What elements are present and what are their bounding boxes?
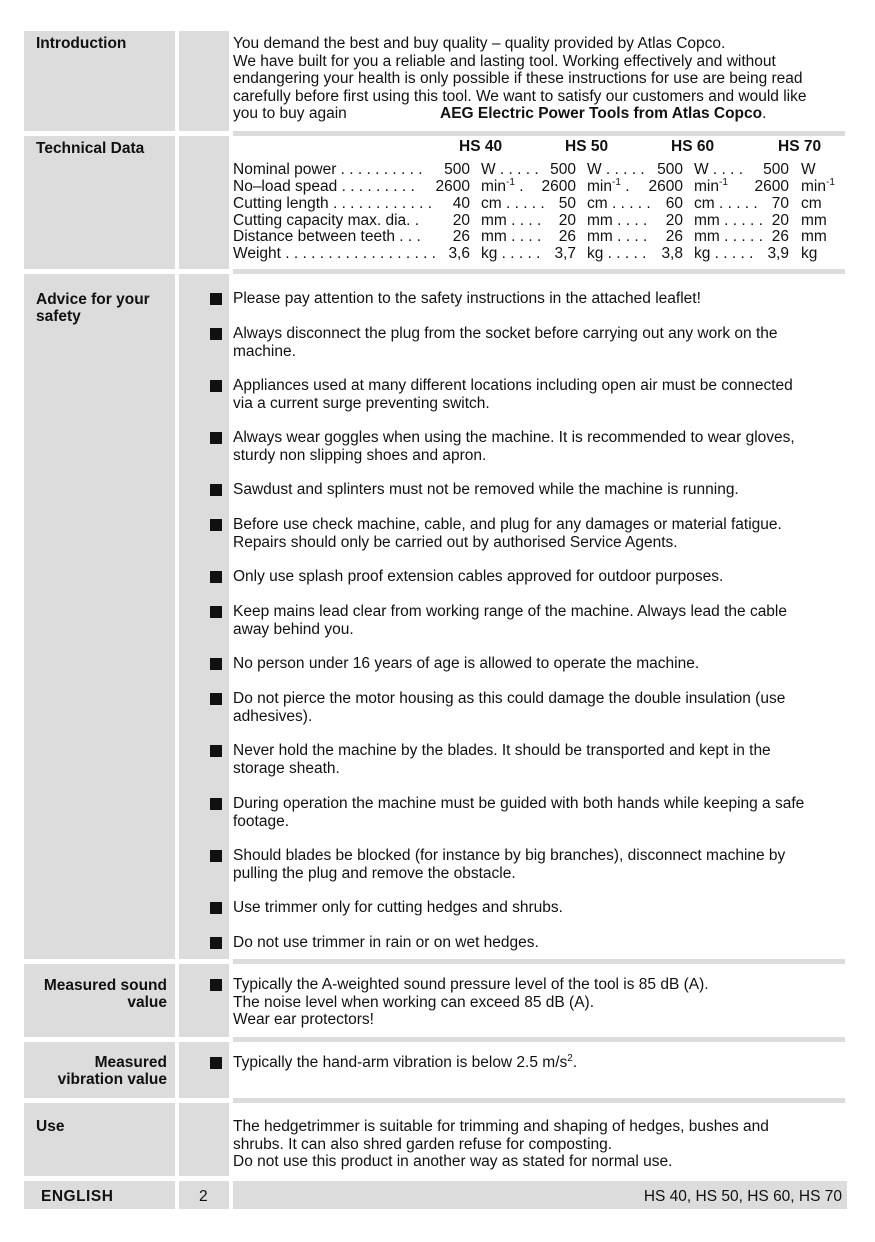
safety-line: No person under 16 years of age is allowed to operate the machine. <box>233 655 700 672</box>
safety-item-text <box>233 568 843 586</box>
safety-line: Only use splash proof extension cables approved for outdoor purposes. <box>233 568 724 585</box>
spec-value: 26 <box>558 228 576 245</box>
square-bullet-icon <box>210 937 222 949</box>
safety-item-text <box>233 655 843 673</box>
use-line: Do not use this product in another way as stated for normal use. <box>233 1153 673 1170</box>
safety-item-text <box>233 377 843 412</box>
safety-line: Use trimmer only for cutting hedges and shrubs. <box>233 899 563 916</box>
spec-unit: kg . . . . . <box>481 245 541 262</box>
spec-unit: W . . . . . <box>481 161 539 178</box>
vibration-gutter <box>179 1042 229 1098</box>
safety-line: sturdy non slipping shoes and apron. <box>233 446 487 464</box>
safety-item-text <box>233 690 843 725</box>
spec-value: 2600 <box>541 178 576 195</box>
sound-item-text <box>233 976 843 1029</box>
safety-line: Do not pierce the motor housing as this could damage the double insulation (use <box>233 690 786 707</box>
square-bullet-icon <box>210 606 222 618</box>
safety-line: Appliances used at many different locations including open air must be connected <box>233 377 793 394</box>
technical-data-heading: Technical Data <box>36 140 145 157</box>
safety-line: Always disconnect the plug from the socket before carrying out any work on the <box>233 325 778 342</box>
vibration-heading-line: Measured <box>94 1054 167 1071</box>
unit-text: min <box>801 178 826 195</box>
safety-line: Please pay attention to the safety instructions in the attached leaflet! <box>233 290 701 307</box>
section-divider <box>233 269 845 274</box>
spec-label: Nominal power . . . . . . . . . . <box>233 161 423 178</box>
safety-item-text <box>233 795 843 830</box>
sound-gutter <box>179 964 229 1037</box>
spec-unit: mm . . . . <box>481 212 542 229</box>
spec-value: 3,8 <box>661 245 683 262</box>
spec-label: Distance between teeth . . . <box>233 228 421 245</box>
square-bullet-icon <box>210 380 222 392</box>
safety-line: Never hold the machine by the blades. It should be transported and kept in the <box>233 742 771 759</box>
unit-text: min <box>587 178 612 195</box>
introduction-label-panel <box>24 31 175 131</box>
page-number: 2 <box>199 1188 208 1205</box>
spec-value: 20 <box>771 212 789 229</box>
square-bullet-icon <box>210 432 222 444</box>
spec-unit: mm <box>801 212 827 229</box>
footer-models-cell <box>233 1181 847 1209</box>
footer-page-cell <box>179 1181 229 1209</box>
intro-brand-line <box>440 105 766 123</box>
introduction-text <box>233 35 847 123</box>
dot-leader: . <box>519 178 524 195</box>
spec-unit: cm <box>801 195 822 212</box>
spec-unit: mm . . . . <box>481 228 542 245</box>
safety-line: via a current surge preventing switch. <box>233 394 490 412</box>
safety-line: away behind you. <box>233 620 354 638</box>
spec-unit <box>481 178 524 195</box>
spec-value: 20 <box>558 212 576 229</box>
spec-value: 2600 <box>435 178 470 195</box>
spec-unit: mm . . . . <box>587 212 648 229</box>
intro-line: endangering your health is only possible if these instructions for use are being read <box>233 70 803 87</box>
unit-superscript: -1 <box>611 177 621 188</box>
spec-value: 500 <box>657 161 683 178</box>
safety-line: footage. <box>233 812 290 830</box>
safety-line: Should blades be blocked (for instance by big branches), disconnect machine by <box>233 847 786 864</box>
spec-value: 2600 <box>648 178 683 195</box>
footer-models: HS 40, HS 50, HS 60, HS 70 <box>643 1188 842 1205</box>
sound-heading-line: Measured sound <box>43 977 167 994</box>
safety-line: Repairs should only be carried out by authorised Service Agents. <box>233 533 678 551</box>
intro-last-line <box>233 105 847 123</box>
vibration-unit-superscript: 2 <box>567 1053 573 1064</box>
vibration-period: . <box>572 1054 578 1071</box>
safety-item-text <box>233 429 843 464</box>
safety-item-text <box>233 290 843 308</box>
vibration-text: Typically the hand-arm vibration is below 2.5 m/s <box>233 1054 568 1071</box>
safety-line: Always wear goggles when using the machine. It is recommended to wear gloves, <box>233 429 795 446</box>
spec-unit: kg . . . . . <box>587 245 647 262</box>
intro-period: . <box>762 105 767 122</box>
safety-item-text <box>233 742 843 777</box>
spec-value: 40 <box>452 195 470 212</box>
spec-unit: mm <box>801 228 827 245</box>
safety-line: pulling the plug and remove the obstacle. <box>233 864 516 882</box>
square-bullet-icon <box>210 979 222 991</box>
use-heading: Use <box>36 1118 65 1135</box>
square-bullet-icon <box>210 850 222 862</box>
sound-line: Typically the A-weighted sound pressure level of the tool is 85 dB (A). <box>233 976 709 993</box>
use-gutter <box>179 1103 229 1176</box>
spec-label: No–load spead . . . . . . . . . <box>233 178 415 195</box>
safety-line: machine. <box>233 342 296 360</box>
intro-line: You demand the best and buy quality – quality provided by Atlas Copco. <box>233 35 726 52</box>
spec-unit: mm . . . . . <box>694 212 763 229</box>
spec-value: 26 <box>771 228 789 245</box>
spec-value: 3,6 <box>448 245 470 262</box>
safety-line: Sawdust and splinters must not be removed while the machine is running. <box>233 481 739 498</box>
footer-language: ENGLISH <box>41 1188 114 1205</box>
unit-text: min <box>694 178 719 195</box>
safety-label-panel <box>24 274 175 959</box>
section-divider <box>233 1037 845 1042</box>
sound-line: Wear ear protectors! <box>233 1011 374 1028</box>
safety-line: Keep mains lead clear from working range of the machine. Always lead the cable <box>233 603 787 620</box>
spec-value: 500 <box>550 161 576 178</box>
safety-item-text <box>233 516 843 551</box>
spec-unit: cm . . . . . <box>694 195 758 212</box>
spec-unit: kg . . . . . <box>694 245 754 262</box>
use-line: shrubs. It can also shred garden refuse for composting. <box>233 1135 613 1153</box>
use-label-panel <box>24 1103 175 1176</box>
safety-heading: Advice for your safety <box>36 291 150 325</box>
sound-label-panel <box>24 964 175 1037</box>
intro-line: you to buy again <box>233 105 347 122</box>
safety-item-text <box>233 934 843 952</box>
square-bullet-icon <box>210 693 222 705</box>
square-bullet-icon <box>210 293 222 305</box>
spec-value: 3,9 <box>767 245 789 262</box>
introduction-gutter <box>179 31 229 131</box>
spec-value: 20 <box>665 212 683 229</box>
safety-item-text <box>233 847 843 882</box>
square-bullet-icon <box>210 328 222 340</box>
safety-item-text <box>233 325 843 360</box>
spec-label: Cutting length . . . . . . . . . . . . <box>233 195 433 212</box>
footer-language-cell <box>24 1181 175 1209</box>
model-header-hs70: HS 70 <box>778 138 822 155</box>
spec-unit: mm . . . . . <box>694 228 763 245</box>
section-divider <box>233 1098 845 1103</box>
spec-value: 60 <box>665 195 683 212</box>
vibration-heading-line: vibration value <box>57 1071 167 1088</box>
square-bullet-icon <box>210 902 222 914</box>
dot-leader: . <box>625 178 630 195</box>
spec-value: 500 <box>763 161 789 178</box>
spec-value: 70 <box>771 195 789 212</box>
unit-superscript: -1 <box>825 177 835 188</box>
vibration-label-panel <box>24 1042 175 1098</box>
safety-line: Do not use trimmer in rain or on wet hedges. <box>233 934 539 951</box>
sound-heading <box>32 977 167 1011</box>
sound-heading-line: value <box>127 994 167 1011</box>
intro-line: carefully before first using this tool. We want to satisfy our customers and would like <box>233 87 807 105</box>
spec-label: Cutting capacity max. dia. . <box>233 212 420 229</box>
safety-line: adhesives). <box>233 707 313 725</box>
unit-text: min <box>481 178 506 195</box>
spec-unit: mm . . . . <box>587 228 648 245</box>
spec-unit <box>801 178 835 195</box>
model-header-hs60: HS 60 <box>671 138 715 155</box>
introduction-heading: Introduction <box>36 35 127 52</box>
spec-value: 50 <box>558 195 576 212</box>
spec-unit: W . . . . . <box>587 161 645 178</box>
spec-label: Weight . . . . . . . . . . . . . . . . . . <box>233 245 436 262</box>
technical-data-label-panel <box>24 136 175 269</box>
spec-value: 26 <box>665 228 683 245</box>
technical-data-gutter <box>179 136 229 269</box>
safety-item-text <box>233 481 843 499</box>
section-divider <box>233 131 845 136</box>
model-header-hs40: HS 40 <box>459 138 503 155</box>
square-bullet-icon <box>210 571 222 583</box>
use-text <box>233 1118 847 1171</box>
safety-item-text <box>233 899 843 917</box>
spec-unit: W . . . . <box>694 161 744 178</box>
vibration-heading <box>32 1054 167 1088</box>
vibration-item-text <box>233 1054 843 1072</box>
spec-unit: W <box>801 161 816 178</box>
intro-line: We have built for you a reliable and lasting tool. Working effectively and without <box>233 52 776 70</box>
spec-unit: cm . . . . . <box>481 195 545 212</box>
square-bullet-icon <box>210 519 222 531</box>
spec-value: 26 <box>452 228 470 245</box>
square-bullet-icon <box>210 484 222 496</box>
unit-superscript: -1 <box>505 177 515 188</box>
spec-unit <box>694 178 728 195</box>
safety-line: Before use check machine, cable, and plug for any damages or material fatigue. <box>233 516 782 533</box>
square-bullet-icon <box>210 658 222 670</box>
spec-unit <box>587 178 630 195</box>
square-bullet-icon <box>210 798 222 810</box>
sound-line: The noise level when working can exceed 85 dB (A). <box>233 993 595 1011</box>
spec-unit: kg <box>801 245 818 262</box>
spec-unit: cm . . . . . <box>587 195 651 212</box>
use-line: The hedgetrimmer is suitable for trimming and shaping of hedges, bushes and <box>233 1118 769 1135</box>
square-bullet-icon <box>210 745 222 757</box>
spec-value: 2600 <box>754 178 789 195</box>
brand-name: AEG Electric Power Tools from Atlas Copco <box>440 105 763 122</box>
safety-line: During operation the machine must be guided with both hands while keeping a safe <box>233 795 805 812</box>
safety-line: storage sheath. <box>233 759 340 777</box>
spec-value: 3,7 <box>554 245 576 262</box>
safety-item-text <box>233 603 843 638</box>
spec-value: 500 <box>444 161 470 178</box>
square-bullet-icon <box>210 1057 222 1069</box>
section-divider <box>233 959 845 964</box>
model-header-hs50: HS 50 <box>565 138 609 155</box>
unit-superscript: -1 <box>718 177 728 188</box>
spec-value: 20 <box>452 212 470 229</box>
